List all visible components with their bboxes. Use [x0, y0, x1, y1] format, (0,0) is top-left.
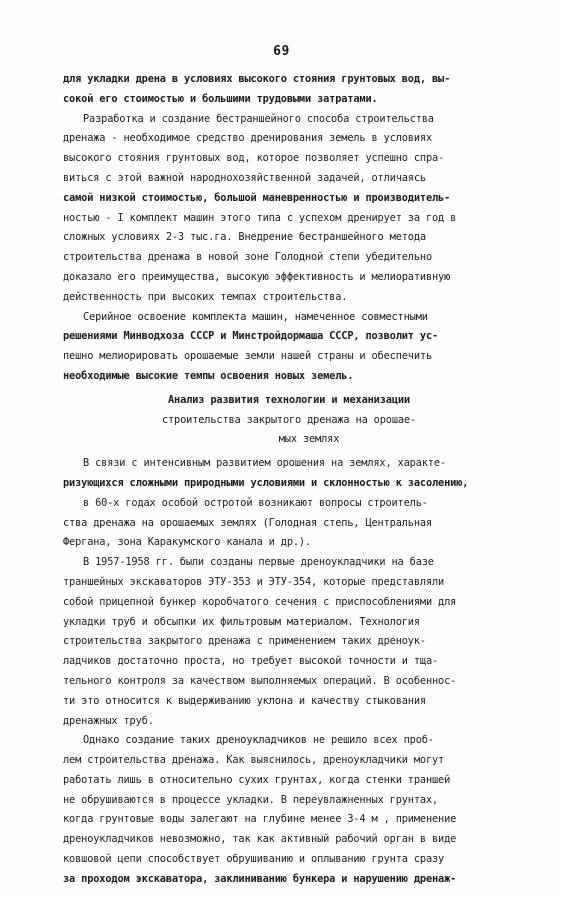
- text-line: Однако создание таких дреноукладчиков не решило всех проб-: [83, 734, 434, 747]
- paragraph-irrigation-context: [63, 454, 515, 553]
- text-line: Фергана, зона Каракумского канала и др.).: [63, 536, 312, 549]
- text-line: не обрушиваются в процессе укладки. В переувлажненных грунтах,: [63, 793, 439, 806]
- text-line: ти это относится к выдерживанию уклона и качеству стыкования: [63, 694, 426, 707]
- heading-line: Анализ развития технологии и механизации: [168, 393, 410, 406]
- text-line: ладчиков достаточно проста, но требует высокой точности и тща-: [63, 655, 439, 668]
- paragraph-serial-production: [63, 308, 515, 387]
- text-line: когда грунтовые воды залегают на глубине менее 3-4 м , применение: [63, 813, 457, 826]
- paragraph-trenchless-method: [63, 110, 515, 308]
- text-line: Разработка и создание бестраншейного способа строительства: [83, 112, 434, 125]
- text-line: Серийное освоение комплекта машин, намеченное совместными: [83, 310, 428, 323]
- paragraph-first-drain-layers: [63, 553, 515, 731]
- text-line: укладки труб и обсыпки их фильтровым материалом. Технология: [63, 615, 420, 628]
- text-line: в 60-х годах особой остротой возникают вопросы строитель-: [83, 496, 428, 509]
- paragraph-problems: [63, 731, 515, 889]
- text-line: пешно мелиорировать орошаемые земли нашей страны и обеспечить: [63, 350, 433, 363]
- text-line: для укладки дрена в условиях высокого стояния грунтовых вод, вы-: [63, 73, 451, 85]
- text-line: дренажных труб.: [63, 714, 154, 727]
- text-line: строительства дренажа в новой зоне Голодной степи убедительно: [63, 251, 433, 264]
- text-line: траншейных экскаваторов ЭТУ-353 и ЭТУ-354, которые представляли: [63, 575, 445, 588]
- text-line: доказало его преимущества, высокую эффективность и мелиоративную: [63, 270, 451, 283]
- text-line: за проходом экскаватора, заклиниванию бункера и нарушению дренаж-: [63, 872, 457, 885]
- heading-line: мых землях: [278, 433, 340, 446]
- text-line: высокого стояния грунтовых вод, которое позволяет успешно спра-: [63, 152, 445, 165]
- text-line: ковшовой цепи способствует обрушиванию и оплыванию грунта сразу: [63, 853, 445, 866]
- text-line: ностью - I комплект машин этого типа с успехом дренирует за год в: [63, 211, 457, 224]
- text-line: сокой его стоимостью и большими трудовыми затратами.: [63, 92, 378, 105]
- page-body: [63, 70, 515, 890]
- text-line: ства дренажа на орошаемых землях (Голодная степь, Центральная: [63, 516, 433, 529]
- text-line: дреноукладчиков невозможно, так как активный рабочий орган в виде: [63, 833, 457, 846]
- text-line: работать лишь в относительно сухих грунтах, когда стенки траншей: [63, 773, 451, 786]
- paragraph-continuation: [63, 70, 515, 110]
- text-line: сложных условиях 2-3 тыс.га. Внедрение бестраншейного метода: [63, 231, 426, 244]
- text-line: необходимые высокие темпы освоения новых земель.: [63, 369, 354, 382]
- text-line: строительства закрытого дренажа с применением таких дреноук-: [63, 635, 426, 648]
- text-line: лем строительства дренажа. Как выяснилось, дреноукладчики могут: [63, 754, 445, 767]
- heading-line: строительства закрытого дренажа на орошае-: [161, 413, 417, 426]
- text-line: дренажа - необходимое средство дренирования земель в условиях: [63, 132, 433, 145]
- text-line: решениями Минводхоза СССР и Минстройдормаша СССР, позволит ус-: [63, 330, 439, 343]
- text-line: действенность при высоких темпах строительства.: [63, 290, 348, 303]
- text-line: тельного контроля за качеством выполняемых операций. В особеннос-: [63, 674, 457, 687]
- text-line: самой низкой стоимостью, большой маневренностью и производитель-: [63, 191, 451, 204]
- text-line: В 1957-1958 гг. были созданы первые дреноукладчики на базе: [83, 556, 434, 569]
- text-line: ризующихся сложными природными условиями и склонностью к засолению,: [63, 476, 469, 489]
- text-line: собой прицепной бункер коробчатого сечения с приспособлениями для: [63, 595, 457, 608]
- text-line: виться с этой важной народнохозяйственной задачей, отличаясь: [63, 171, 426, 184]
- text-line: В связи с интенсивным развитием орошения на землях, характе-: [83, 457, 446, 470]
- section-heading: [63, 391, 515, 450]
- page-number: 69: [273, 44, 290, 59]
